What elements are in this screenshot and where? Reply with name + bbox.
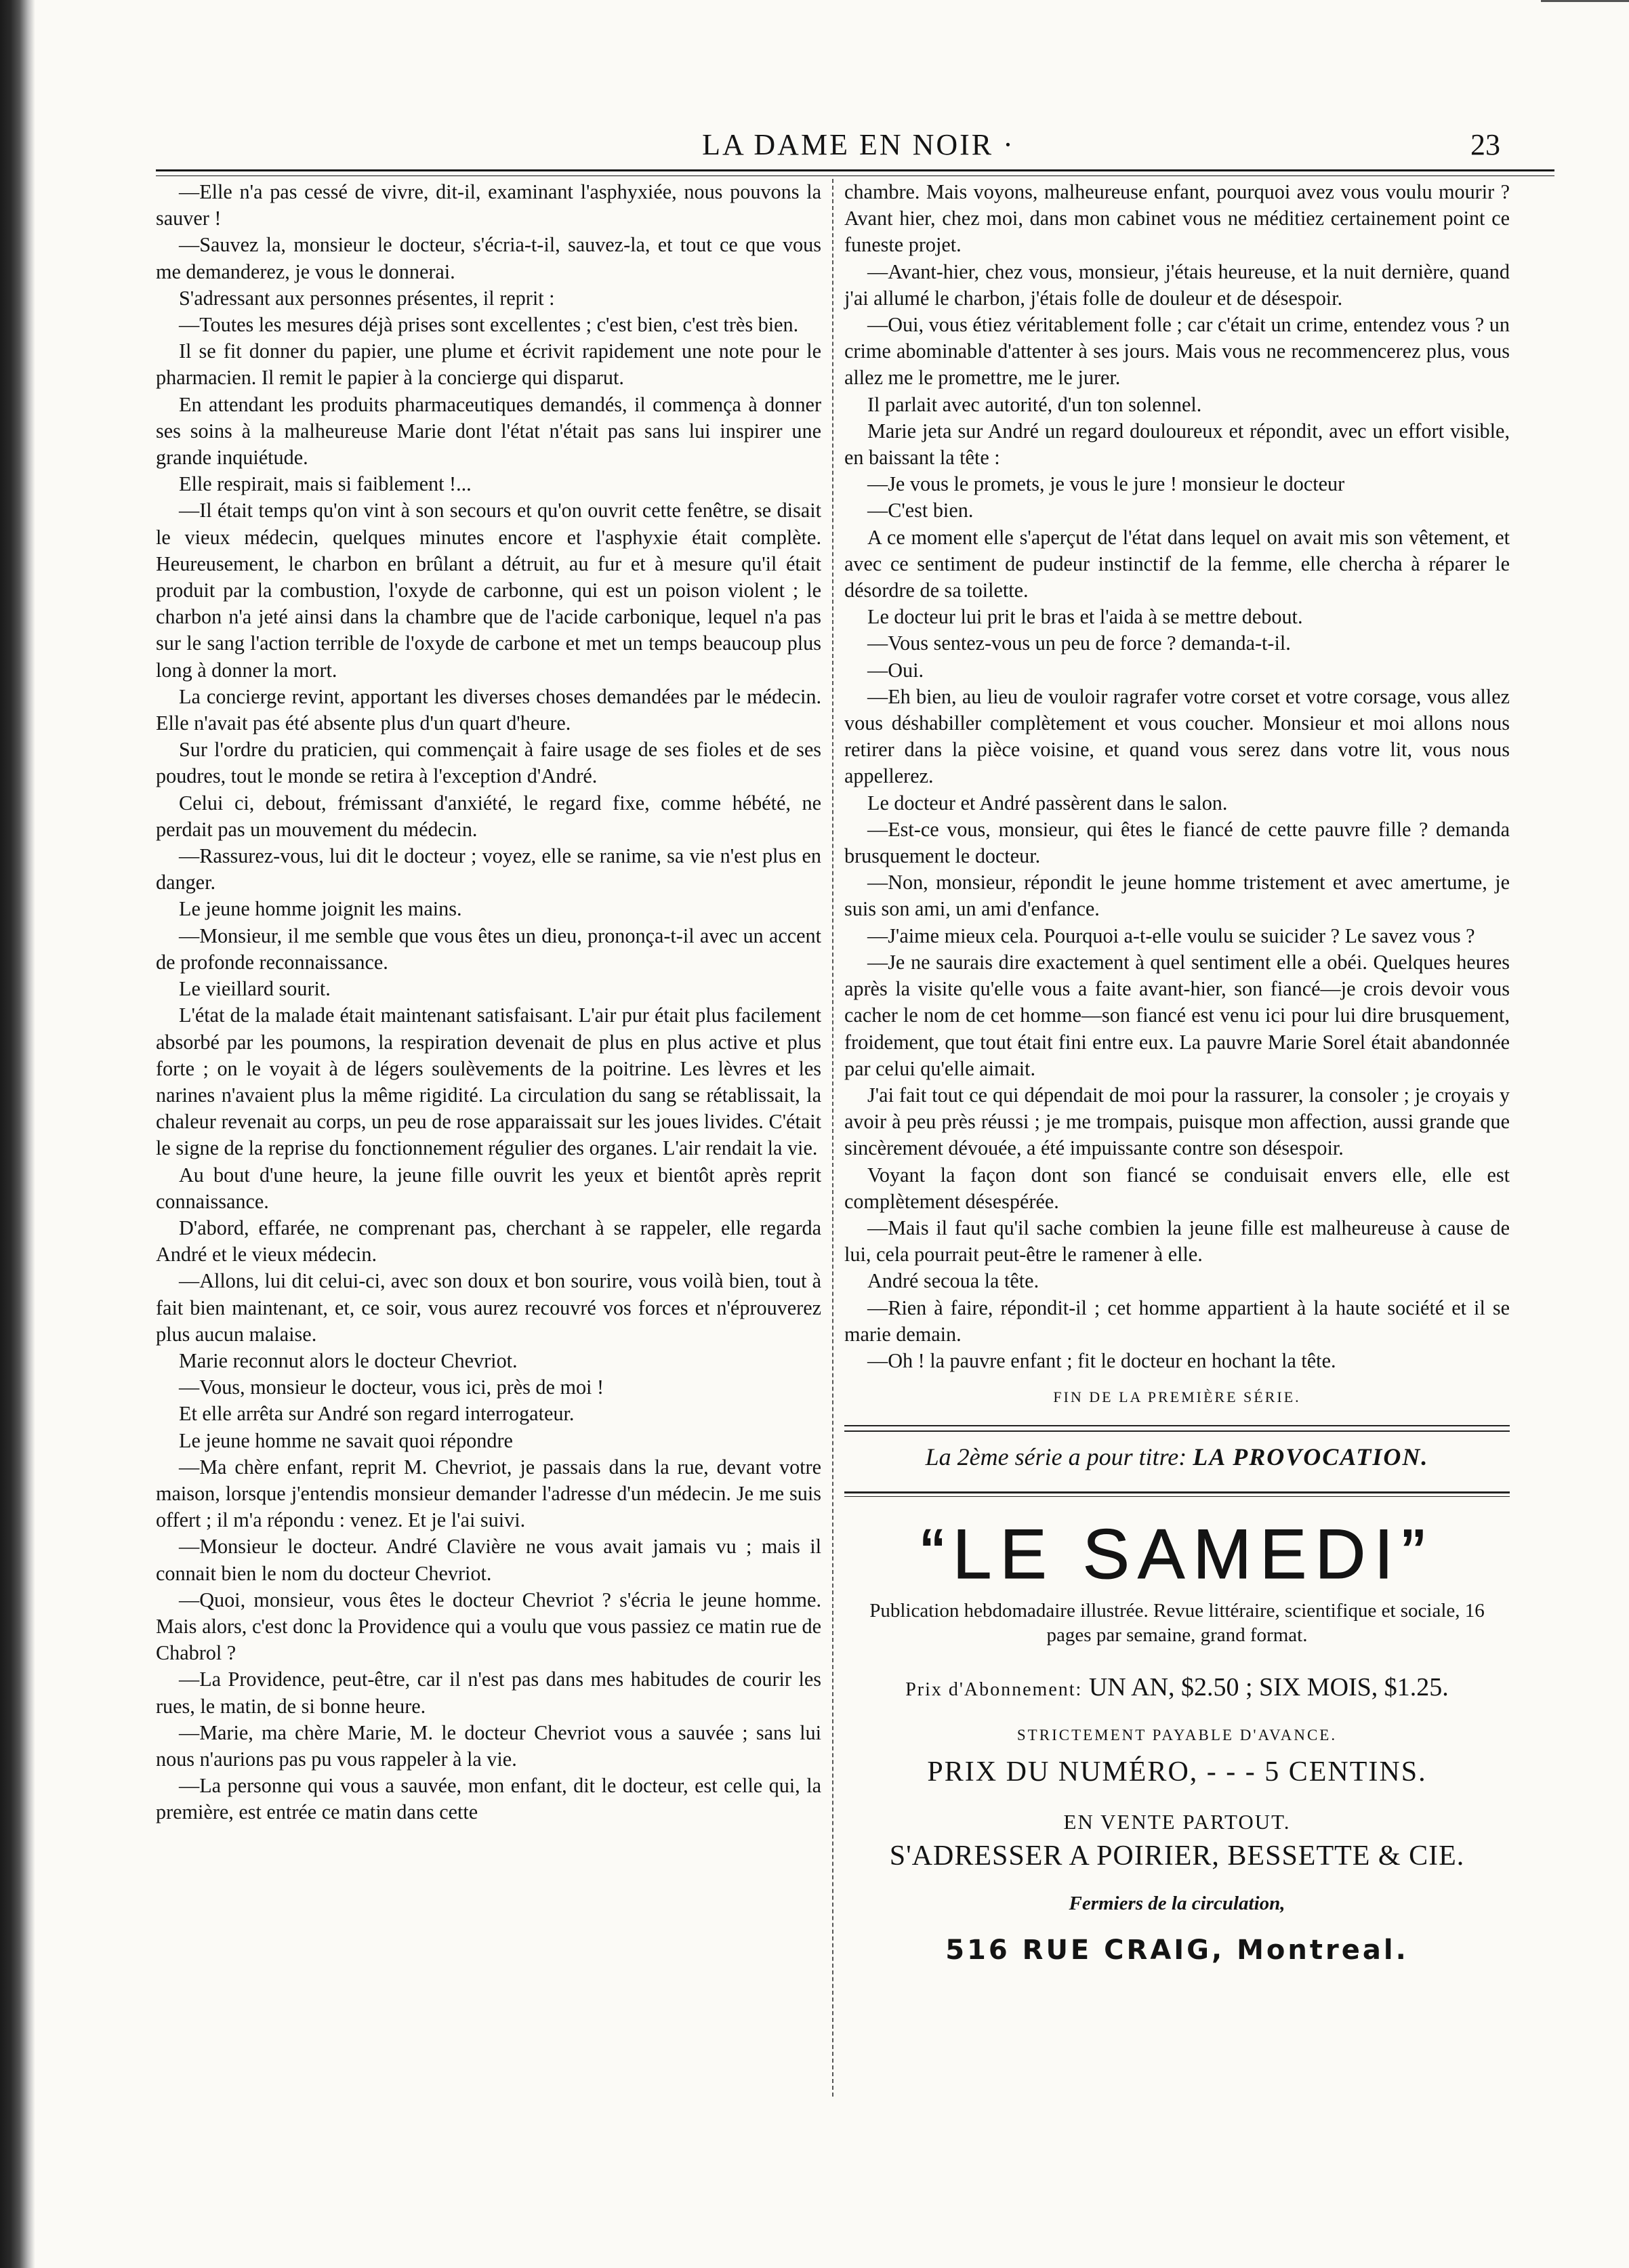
right-column-text	[844, 179, 1510, 1374]
paragraph: —Oh ! la pauvre enfant ; fit le docteur en hochant la tête.	[867, 1348, 1336, 1372]
paragraph: La concierge revint, apportant les diverses choses demandées par le médecin. Elle n'avait pas été absente plus d'un quart d'heure.	[156, 684, 821, 735]
paragraph: Et elle arrêta sur André son regard interrogateur.	[179, 1402, 575, 1426]
paragraph: Le docteur et André passèrent dans le salon.	[867, 791, 1228, 815]
paragraph: —Avant-hier, chez vous, monsieur, j'étais heureuse, et la nuit dernière, quand j'ai allumé le charbon, j'étais folle de douleur et de désespoir.	[844, 260, 1510, 310]
paragraph: Le docteur lui prit le bras et l'aida à se mettre debout.	[867, 605, 1303, 629]
paragraph: —Elle n'a pas cessé de vivre, dit-il, examinant l'asphyxiée, nous pouvons la sauver !	[156, 180, 821, 230]
paragraph: —Allons, lui dit celui-ci, avec son doux et bon sourire, vous voilà bien, tout à fait bien maintenant, et, ce soir, vous aurez recouvré vos forces et n'éprouverez plus aucun malaise.	[156, 1269, 821, 1346]
paragraph: —Ma chère enfant, reprit M. Chevriot, je passais dans la rue, devant votre maison, lorsque j'entendis monsieur demander l'adresse d'un médecin. Je me suis offert ; il m'a répondu : venez. Et je l'ai suivi.	[156, 1455, 821, 1532]
paragraph: Le jeune homme ne savait quoi répondre	[179, 1428, 513, 1452]
paragraph: Il se fit donner du papier, une plume et écrivit rapidement une note pour le pharmacien. Il remit le papier à la concierge qui disparut.	[156, 339, 821, 390]
paragraph: Au bout d'une heure, la jeune fille ouvrit les yeux et bientôt après reprit connaissance.	[156, 1163, 821, 1213]
subscription-prices	[844, 1674, 1510, 1703]
paragraph: —Est-ce vous, monsieur, qui êtes le fiancé de cette pauvre fille ? demanda brusquement le docteur.	[844, 817, 1510, 868]
divider-rule	[844, 1430, 1510, 1432]
paragraph: —Vous, monsieur le docteur, vous ici, près de moi !	[179, 1376, 604, 1399]
paragraph: Elle respirait, mais si faiblement !...	[179, 472, 472, 496]
paragraph: —Sauvez la, monsieur le docteur, s'écria-t-il, sauvez-la, et tout ce que vous me demanderez, je vous le donnerai.	[156, 233, 821, 283]
circulation-note: Fermiers de la circulation,	[1069, 1892, 1285, 1914]
payment-terms: STRICTEMENT PAYABLE D'AVANCE.	[1016, 1726, 1338, 1744]
advert-description: Publication hebdomadaire illustrée. Revue littéraire, scientifique et sociale, 16 pages par semaine, grand format.	[869, 1599, 1485, 1646]
paragraph: D'abord, effarée, ne comprenant pas, cherchant à se rappeler, elle regarda André et le vieux médecin.	[156, 1216, 821, 1266]
paragraph: —Marie, ma chère Marie, M. le docteur Chevriot vous a sauvée ; sans lui nous n'aurions pas pu vous rappeler à la vie.	[156, 1720, 821, 1771]
paragraph: En attendant les produits pharmaceutiques demandés, il commença à donner ses soins à la malheureuse Marie dont l'état n'était pas sans lui inspirer une grande inquiétude.	[156, 392, 821, 470]
paragraph: —Toutes les mesures déjà prises sont excellentes ; c'est bien, c'est très bien.	[179, 313, 799, 337]
paragraph: —J'aime mieux cela. Pourquoi a-t-elle voulu se suicider ? Le savez vous ?	[867, 924, 1475, 947]
paragraph: J'ai fait tout ce qui dépendait de moi pour la rassurer, la consoler ; je croyais y avoir à peu près réussi ; je me trompais, puisque mon affection, aussi grande que sincèrement dévouée, a été impuissante contre son désespoir.	[844, 1083, 1510, 1160]
subscription-label: Prix d'Abonnement:	[905, 1678, 1083, 1700]
series-end-note: FIN DE LA PREMIÈRE SÉRIE.	[1053, 1388, 1301, 1406]
paragraph: —Je vous le promets, je vous le jure ! monsieur le docteur	[867, 472, 1345, 496]
page-header	[156, 127, 1561, 168]
paragraph: —Vous sentez-vous un peu de force ? demanda-t-il.	[867, 632, 1291, 655]
paragraph: Celui ci, debout, frémissant d'anxiété, le regard fixe, comme hébété, ne perdait pas un mouvement du médecin.	[156, 791, 821, 841]
paragraph: —Eh bien, au lieu de vouloir ragrafer votre corset et votre corsage, vous allez vous déshabiller complètement et vous coucher. Monsieur et moi allons nous retirer dans la pièce voisine, et quand vous serez dans votre lit, vous nous appellerez.	[844, 684, 1510, 788]
paragraph: L'état de la malade était maintenant satisfaisant. L'air pur était plus facilement absorbé par les poumons, la respiration devenait de plus en plus active et plus forte ; on le voyait à de légers soulèvements de la poitrine. Les lèvres et les narines n'avaient plus la même rigidité. La circulation du sang se rétablissait, la chaleur revenait au corps, un peu de rose apparaissait sur les joues livides. C'était le signe de la reprise du fonctionnement régulier des organes. L'air rendait la vie.	[156, 1004, 821, 1160]
left-column	[156, 179, 821, 1826]
paragraph: Il parlait avec autorité, d'un ton solennel.	[867, 392, 1202, 416]
paragraph: Le jeune homme joignit les mains.	[179, 897, 462, 921]
next-series-announcement	[844, 1444, 1510, 1470]
paragraph: —Monsieur, il me semble que vous êtes un dieu, prononça-t-il avec un accent de profonde reconnaissance.	[156, 924, 821, 974]
header-rule	[156, 169, 1554, 176]
top-corner-rule	[1541, 0, 1629, 2]
paragraph: Sur l'ordre du praticien, qui commençait à faire usage de ses fioles et de ses poudres, tout le monde se retira à l'exception d'André.	[156, 738, 821, 788]
next-series-prefix: La 2ème série a pour titre:	[925, 1443, 1187, 1471]
paragraph: Marie jeta sur André un regard douloureux et répondit, avec un effort visible, en baissant la tête :	[844, 419, 1510, 470]
paragraph: —Il était temps qu'on vint à son secours et qu'on ouvrit cette fenêtre, se disait le vieux médecin, quelques minutes encore et l'asphyxie était complète. Heureusement, le charbon en brûlant a détruit, au fur et à mesure qu'il était produit par la combustion, l'oxyde de carbonne, qui est un poison violent ; le charbon n'a jeté ainsi dans la chambre que de l'acide carbonique, lequel n'a pas sur le sang l'action terrible de l'oxyde de carbone et met un temps beaucoup plus long à donner la mort.	[156, 499, 821, 682]
paragraph: Marie reconnut alors le docteur Chevriot.	[179, 1348, 518, 1372]
publisher-address: 516 RUE CRAIG, Montreal.	[945, 1934, 1409, 1966]
paragraph: Le vieillard sourit.	[179, 977, 331, 1001]
paragraph: —Monsieur le docteur. André Clavière ne vous avait jamais vu ; mais il connait bien le nom du docteur Chevriot.	[156, 1535, 821, 1585]
right-column	[844, 179, 1510, 1964]
next-series-title: LA PROVOCATION.	[1193, 1443, 1429, 1471]
paragraph: —La personne qui vous a sauvée, mon enfant, dit le docteur, est celle qui, la première, est entrée ce matin dans cette	[156, 1774, 821, 1824]
paragraph: André secoua la tête.	[867, 1269, 1039, 1293]
divider-rule	[844, 1425, 1510, 1426]
publisher-contact: S'ADRESSER A POIRIER, BESSETTE & CIE.	[889, 1840, 1465, 1872]
paragraph: —Je ne saurais dire exactement à quel sentiment elle a obéi. Quelques heures après la visite qu'elle vous a faite avant-hier, son fiancé—je crois devoir vous cacher le nom de cet homme—son fiancé est venu ici pour lui dire brusquement, froidement, que tout était fini entre eux. La pauvre Marie Sorel était abandonnée par celui qu'elle aimait.	[844, 950, 1510, 1080]
paragraph: chambre. Mais voyons, malheureuse enfant, pourquoi avez vous voulu mourir ? Avant hier, chez moi, dans mon cabinet vous ne méditiez certainement point ce funeste projet.	[844, 180, 1510, 257]
paragraph: —Oui.	[867, 658, 924, 682]
divider-double-rule	[844, 1491, 1510, 1497]
advert-title: “LE SAMEDI”	[920, 1514, 1434, 1594]
paragraph: —Quoi, monsieur, vous êtes le docteur Chevriot ? s'écria le jeune homme. Mais alors, c'est donc la Providence qui a voulu que vous passiez ce matin rue de Chabrol ?	[156, 1588, 821, 1665]
paragraph: —Mais il faut qu'il sache combien la jeune fille est malheureuse à cause de lui, cela pourrait peut-être le ramener à elle.	[844, 1216, 1510, 1266]
paragraph: —C'est bien.	[867, 499, 974, 522]
issue-price: PRIX DU NUMÉRO, - - - 5 CENTINS.	[927, 1756, 1427, 1788]
running-title: LA DAME EN NOIR ·	[702, 128, 1015, 161]
paragraph: —Non, monsieur, répondit le jeune homme tristement et avec amertume, je suis son ami, un ami d'enfance.	[844, 871, 1510, 921]
paragraph: S'adressant aux personnes présentes, il reprit :	[179, 286, 555, 310]
paragraph: —Oui, vous étiez véritablement folle ; car c'était un crime, entendez vous ? un crime abominable d'attenter à ses jours. Mais vous ne recommencerez plus, vous allez me le promettre, me le jurer.	[844, 313, 1510, 390]
paragraph: —Rassurez-vous, lui dit le docteur ; voyez, elle se ranime, sa vie n'est plus en danger.	[156, 844, 821, 894]
scanned-page-edge	[0, 0, 35, 2268]
paragraph: A ce moment elle s'aperçut de l'état dans lequel on avait mis son vêtement, et avec ce sentiment de pudeur instinctif de la femme, elle chercha à réparer le désordre de sa toilette.	[844, 525, 1510, 602]
subscription-amounts: UN AN, $2.50 ; SIX MOIS, $1.25.	[1088, 1672, 1449, 1702]
paragraph: Voyant la façon dont son fiancé se conduisait envers elle, elle est complètement désespérée.	[844, 1163, 1510, 1213]
paragraph: —Rien à faire, répondit-il ; cet homme appartient à la haute société et il se marie demain.	[844, 1296, 1510, 1346]
page-number: 23	[1470, 128, 1500, 161]
column-divider	[832, 179, 833, 2097]
paragraph: —La Providence, peut-être, car il n'est pas dans mes habitudes de courir les rues, le matin, de si bonne heure.	[156, 1668, 821, 1718]
sale-note: EN VENTE PARTOUT.	[1063, 1810, 1291, 1834]
